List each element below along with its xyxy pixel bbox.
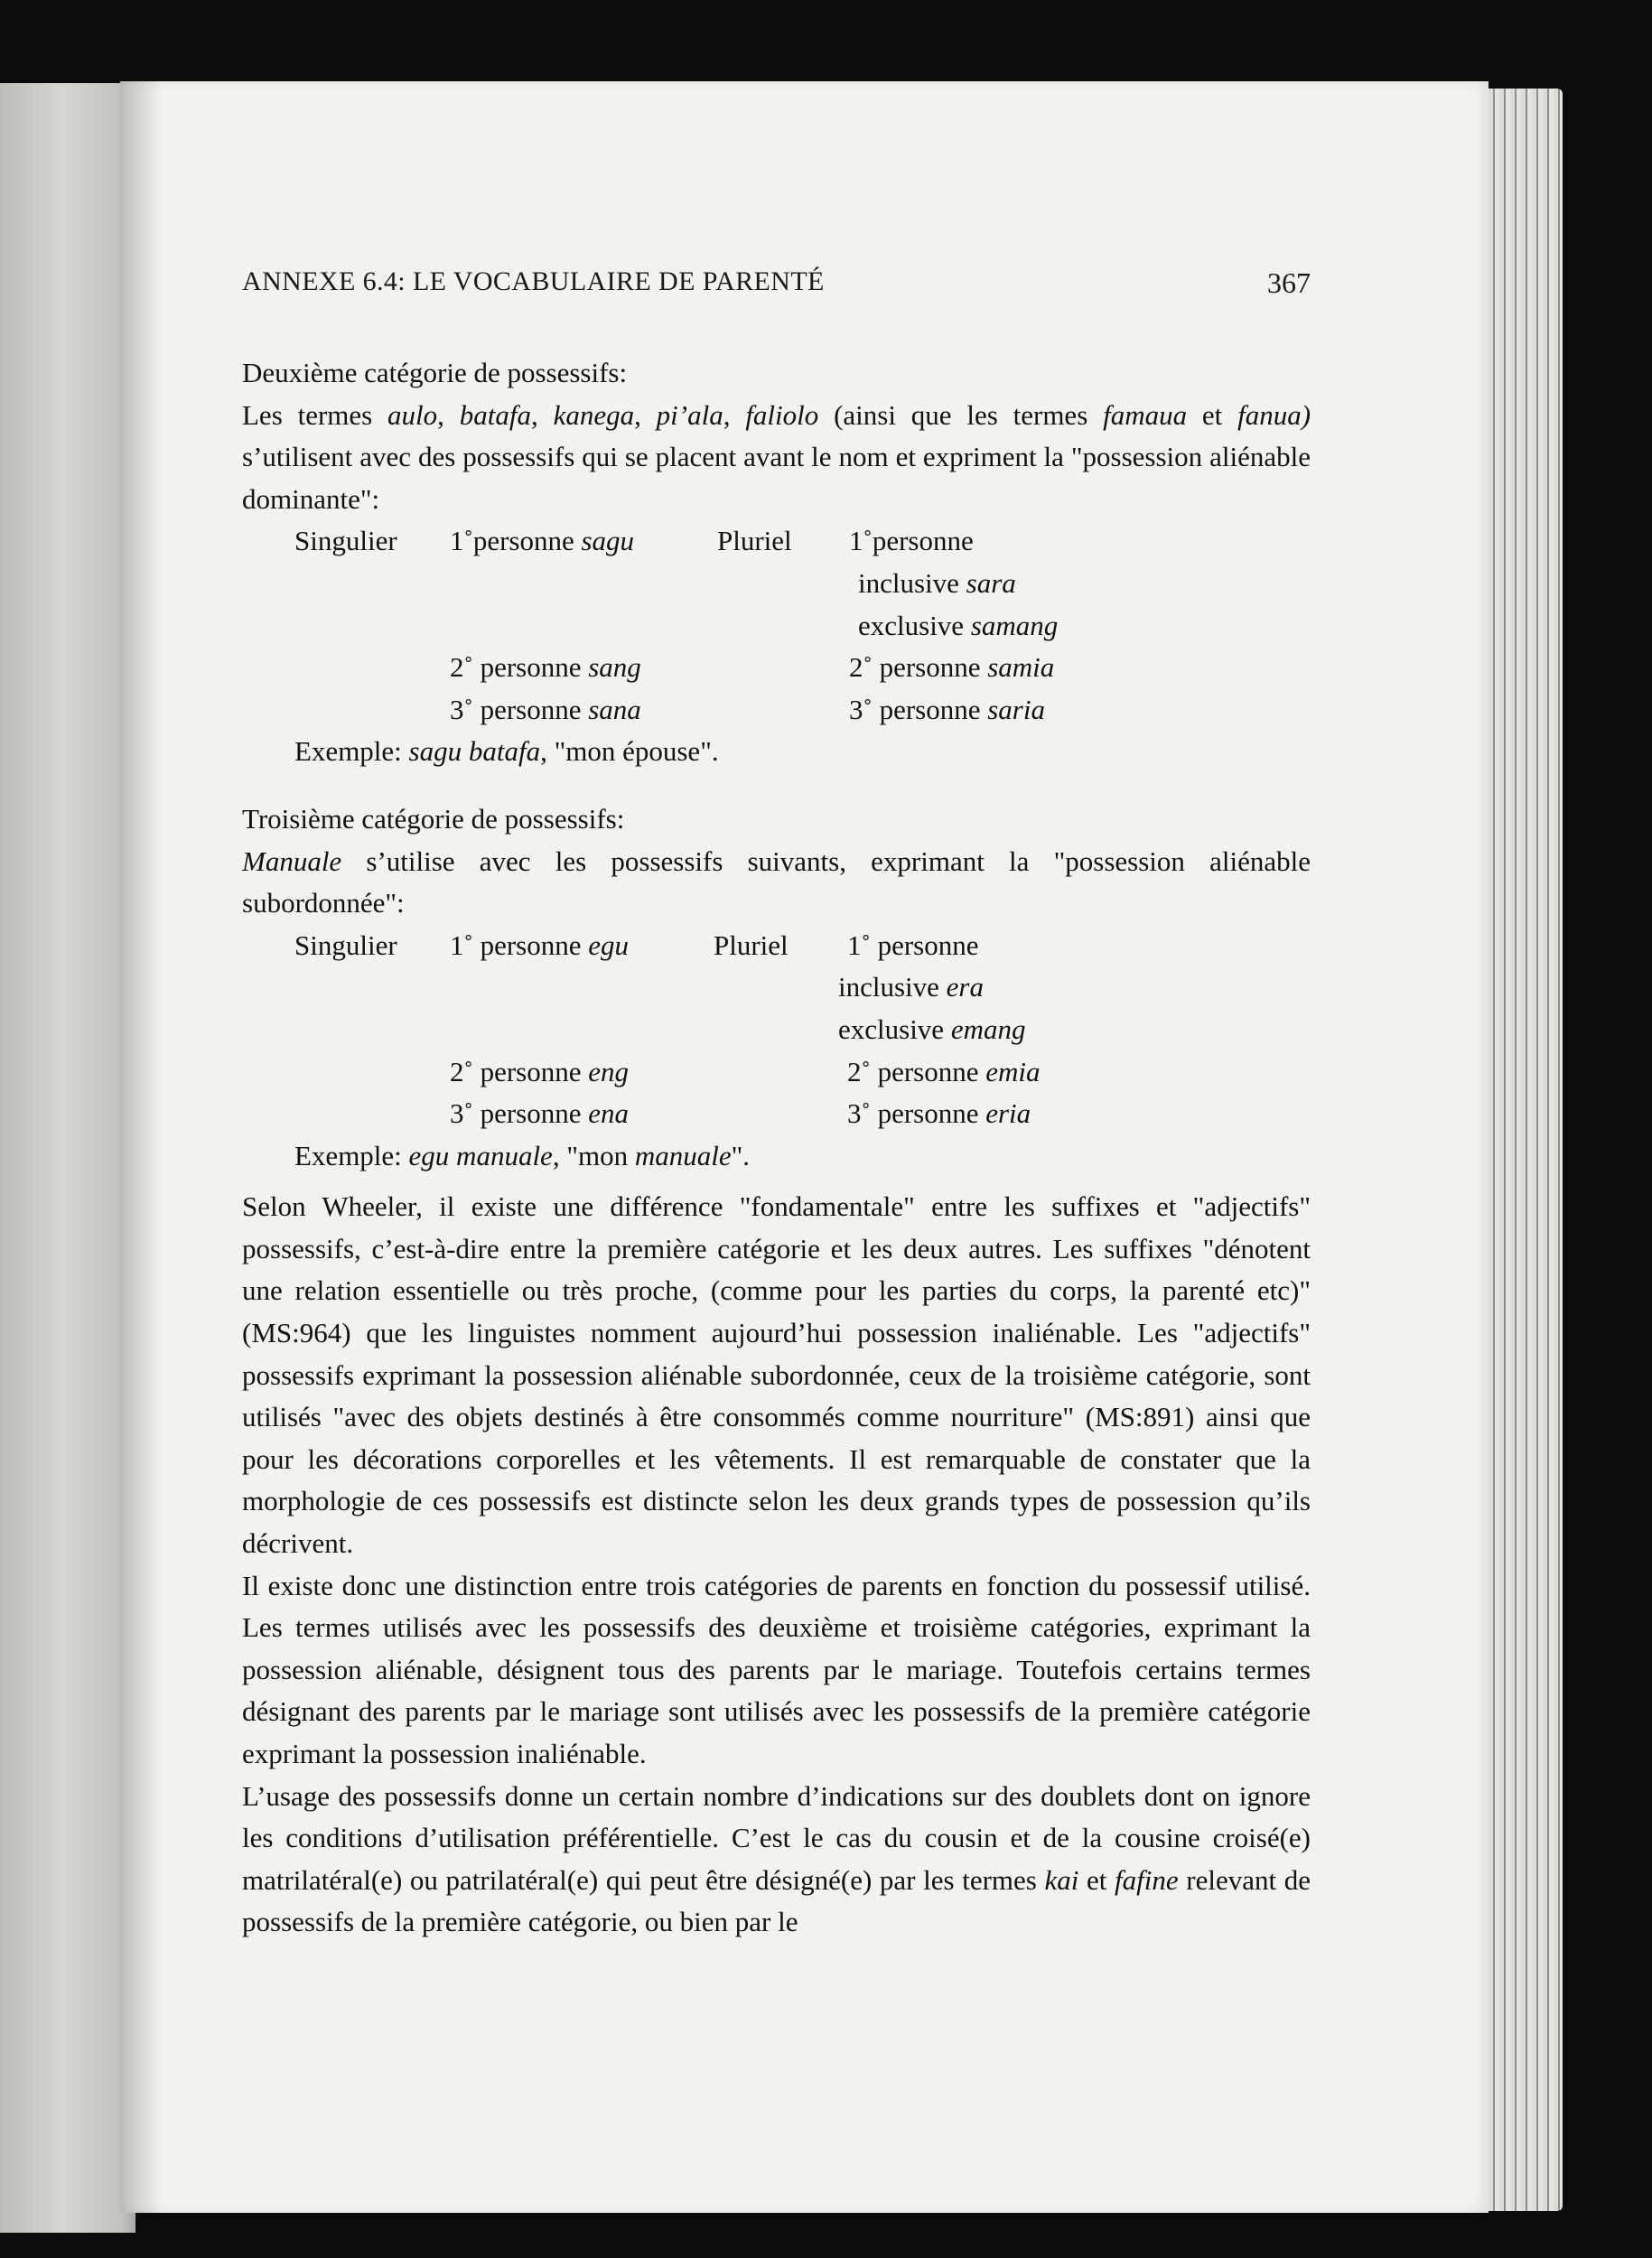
paragraph-wheeler: Selon Wheeler, il existe une différence "fondamentale" entre les suffixes et "adjectifs" possessifs, c’est-à-dire entre la première catégorie et les deux autres. Les suffixes "dénotent une relation essentielle ou très proche, (comme pour les parties du corps, la parenté etc)" (MS:964) que les linguistes nomment aujourd’hui possession inaliénable. Les "adjectifs" possessifs exprimant la possession aliénable subordonnée, ceux de la troisième catégorie, sont utilisés "avec des objets destinés à être consommés comme nourriture" (MS:891) ainsi que pour les décorations corporelles et les vêtements. Il est remarquable de constater que la morphologie de ces possessifs est distincte selon les deux grands types de possession qu’ils décrivent. [242, 1190, 1311, 1560]
table-row: 2˚ personne sang 2˚ personne samia [450, 651, 1055, 684]
table-row: exclusive emang [838, 1012, 1026, 1045]
table-row: inclusive era [838, 971, 984, 1003]
section2-possessive-table [242, 520, 1311, 731]
gutter-shadow [120, 81, 162, 2213]
section2-example: Exemple: sagu batafa, "mon épouse". [294, 735, 719, 768]
paragraph-usage: L’usage des possessifs donne un certain nombre d’indications sur des doublets dont on ignore les conditions d’utilisation préférentielle. C’est le cas du cousin et de la cousine croisé(e) matrilatéral(e) ou patrilatéral(e) qui peut être désigné(e) par les termes kai et fafine relevant de possessifs de la première catégorie, ou bien par le [242, 1779, 1311, 1938]
table-row: Singulier 1˚ personne egu Pluriel 1˚ personne [294, 928, 979, 961]
table-row: exclusive samang [858, 609, 1059, 641]
table-row: Singulier 1˚personne sagu Pluriel 1˚personne [294, 525, 974, 557]
page-number: 367 [1267, 266, 1311, 299]
page-body [242, 352, 1311, 1944]
section2-title: Deuxième catégorie de possessifs: [242, 357, 628, 388]
running-header [242, 266, 1311, 303]
table-row: 2˚ personne eng 2˚ personne emia [450, 1055, 1041, 1087]
facing-page-edge [0, 83, 135, 2233]
section3-intro: Manuale s’utilise avec les possessifs suivants, exprimant la "possession aliénable subordonnée": [242, 844, 1311, 919]
section3-example: Exemple: egu manuale, "mon manuale". [294, 1139, 751, 1171]
table-row: inclusive sara [858, 566, 1016, 599]
table-row: 3˚ personne sana 3˚ personne saria [450, 693, 1045, 725]
section3-title: Troisième catégorie de possessifs: [242, 802, 625, 835]
section2-intro: Les termes aulo, batafa, kanega, pi’ala, faliolo (ainsi que les termes famaua et fanua) s’utilisent avec des possessifs qui se placent avant le nom et expriment la "possession aliénable dominante": [242, 398, 1311, 515]
section3-possessive-table [242, 925, 1311, 1135]
running-title: ANNEXE 6.4: LE VOCABULAIRE DE PARENTÉ [242, 266, 825, 296]
paragraph-distinction: Il existe donc une distinction entre trois catégories de parents en fonction du possessif utilisé. Les termes utilisés avec les possessifs des deuxième et troisième catégories, exprimant la possession aliénable, désignent tous des parents par le mariage. Toutefois certains termes désignant des parents par le mariage sont utilisés avec les possessifs de la première catégorie exprimant la possession inaliénable. [242, 1569, 1311, 1769]
table-row: 3˚ personne ena 3˚ personne eria [450, 1097, 1031, 1130]
